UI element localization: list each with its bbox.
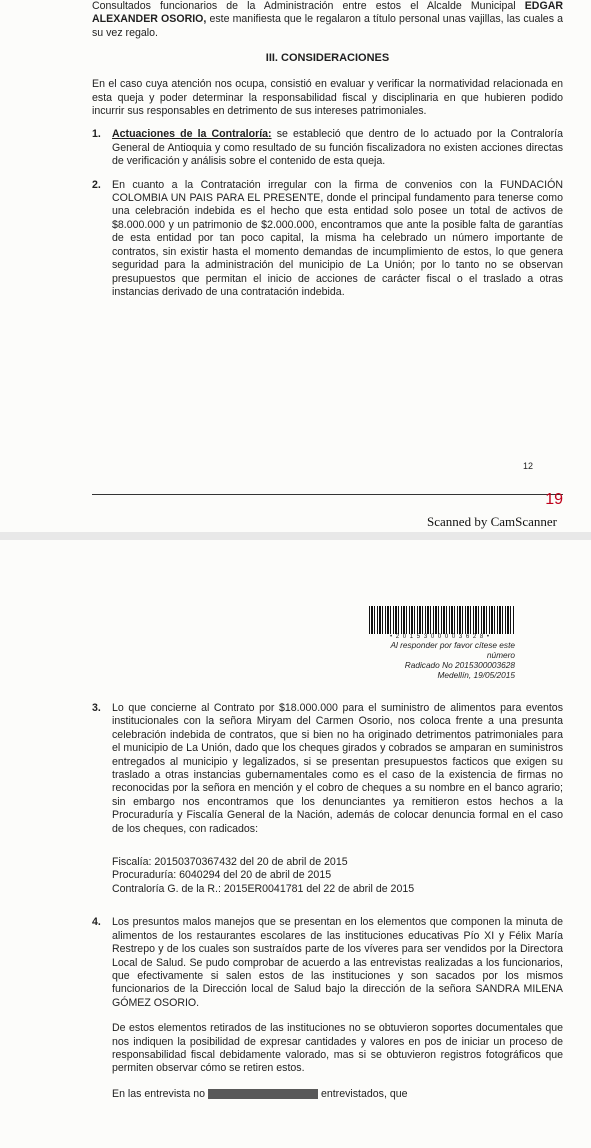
ink-smudge — [208, 1089, 318, 1099]
radicado-fiscalia: Fiscalía: 20150370367432 del 20 de abril de 2015 — [112, 856, 348, 869]
item-4-text: Los presuntos malos manejos que se presentan en los elementos que componen la minuta de alimentos de los restaurantes escolares de las instituciones educativas Pío XI y Félix María Restrepo y de los cuales son sustraídos parte de los víveres para ser vendidos por la Directora Local de Salud. Se pudo comprobar de acuerdo a las entrevistas realizadas a los funcionarios, que efectivamente si salen estos de las instituciones y son sacados por los mismos funcionarios de la Dirección local de Salud bajo la dirección de la señora SANDRA MILENA GÓMEZ OSORIO. — [112, 916, 563, 1009]
page-number: 12 — [522, 461, 533, 471]
item-4-paragraph-2: De estos elementos retirados de las instituciones no se obtuvieron soportes documentales que nos indiquen la posibilidad de expresar cantidades y valores en pos de iniciar un proceso de responsabilidad fiscal debidamente valorado, mas si se obtuvieron registros fotográficos que permiten observar cómo se retiren estos. — [112, 1022, 563, 1075]
item-1-title: Actuaciones de la Contraloría: — [112, 128, 272, 141]
barcode — [369, 606, 515, 634]
red-page-number: 19 — [545, 491, 563, 508]
radicados-list — [92, 856, 563, 896]
document-page-2 — [0, 540, 591, 1148]
radicado-procuraduria: Procuraduría: 6040294 del 20 de abril de 2015 — [112, 869, 332, 882]
mayor-name: EDGAR ALEXANDER OSORIO, — [92, 0, 563, 26]
item-1 — [92, 128, 563, 168]
page-gap — [0, 532, 591, 540]
last-line-start: En las entrevista no — [112, 1087, 206, 1100]
intro-text: Consultados funcionarios de la Administración entre estos el Alcalde Municipal — [92, 0, 516, 12]
scanner-watermark: Scanned by CamScanner — [427, 514, 557, 529]
item-1-text-block — [112, 128, 563, 168]
respond-note: Al responder por favor cítese este número — [390, 640, 515, 660]
item-3-text: Lo que concierne al Contrato por $18.000.000 para el suministro de alimentos para eventos institucionales con la señora Miryam del Carmen Osorio, nos coloca frente a una presunta celebración indebida de contratos, que si bien no ha originado detrimentos patrimoniales para el municipio de La Unión, dado que los cheques girados y cobrados se amparan en suministros entregados al municipio y legalizados, si se presentan presupuestos facticos que exigen su traslado a otras instancias gubernamentales como es el caso de la existencia de firmas no reconocidas por la señora en mención y el cobro de cheques a su nombre en el banco agrario; sin embargo nos encontramos que los denunciantes ya remitieron estos hechos a la Procuraduría y Fiscalía General de la Nación, además de colocar denuncia formal en el caso de los cheques, con radicados: — [112, 702, 563, 835]
item-2-number: 2. — [92, 178, 101, 191]
section-heading: III. CONSIDERACIONES — [265, 52, 390, 65]
intro-paragraph — [92, 0, 563, 40]
item-4 — [92, 916, 563, 1101]
item-1-text: se estableció que dentro de lo actuado por la Contraloría General de Antioquia y como resultado de su función fiscalizadora no existen acciones directas de verificación y análisis sobre el contenido de esta queja. — [112, 128, 563, 168]
item-2-text: En cuanto a la Contratación irregular con la firma de convenios con la FUNDACIÓN COLOMBIA UN PAIS PARA EL PRESENTE, donde el principal fundamento para tenerse como una celebración indebida es el hecho que esta entidad solo posee un total de activos de $8.000.000 y un patrimonio de $2.000.000, encontramos que ante la posible falta de garantías de esta entidad por tan poco capital, la misma ha celebrado un número importante de contratos, sin existir hasta el momento demandas de incumplimiento de estos, lo que genera seguridad para la administración del municipio de La Unión; por lo tanto no se observan presupuestos que permitan el inicio de acciones de carácter fiscal o el traslado a otras instancias derivado de una contratación indebida. — [112, 178, 563, 298]
page-divider-line — [92, 494, 563, 495]
document-date: Medellín, 19/05/2015 — [437, 670, 515, 680]
item-4-number: 4. — [92, 916, 101, 929]
radicado-number: Radicado No 2015300003628 — [404, 660, 515, 670]
item-3 — [92, 702, 563, 836]
last-line-end: entrevistados, que — [320, 1087, 408, 1100]
item-3-number: 3. — [92, 702, 101, 714]
considerations-paragraph: En el caso cuya atención nos ocupa, consistió en evaluar y verificar la normatividad relacionada en esta queja y poder determinar la responsabilidad fiscal y disciplinaria en que hubieren podido incurrir sus responsables en detrimento de sus intereses patrimoniales. — [92, 78, 563, 118]
intro-rest: este manifiesta que le regalaron a título personal unas vajillas, las cuales a su vez regalo. — [92, 13, 563, 39]
barcode-number: • 2 0 1 5 3 0 0 0 0 3 6 2 8 • — [390, 634, 490, 640]
document-page-1 — [0, 0, 591, 532]
radicado-stamp — [365, 606, 515, 680]
radicado-contraloria: Contraloría G. de la R.: 2015ER0041781 del 22 de abril de 2015 — [112, 882, 415, 895]
last-line — [112, 1088, 563, 1101]
item-1-number: 1. — [92, 128, 101, 141]
item-2 — [92, 179, 563, 300]
